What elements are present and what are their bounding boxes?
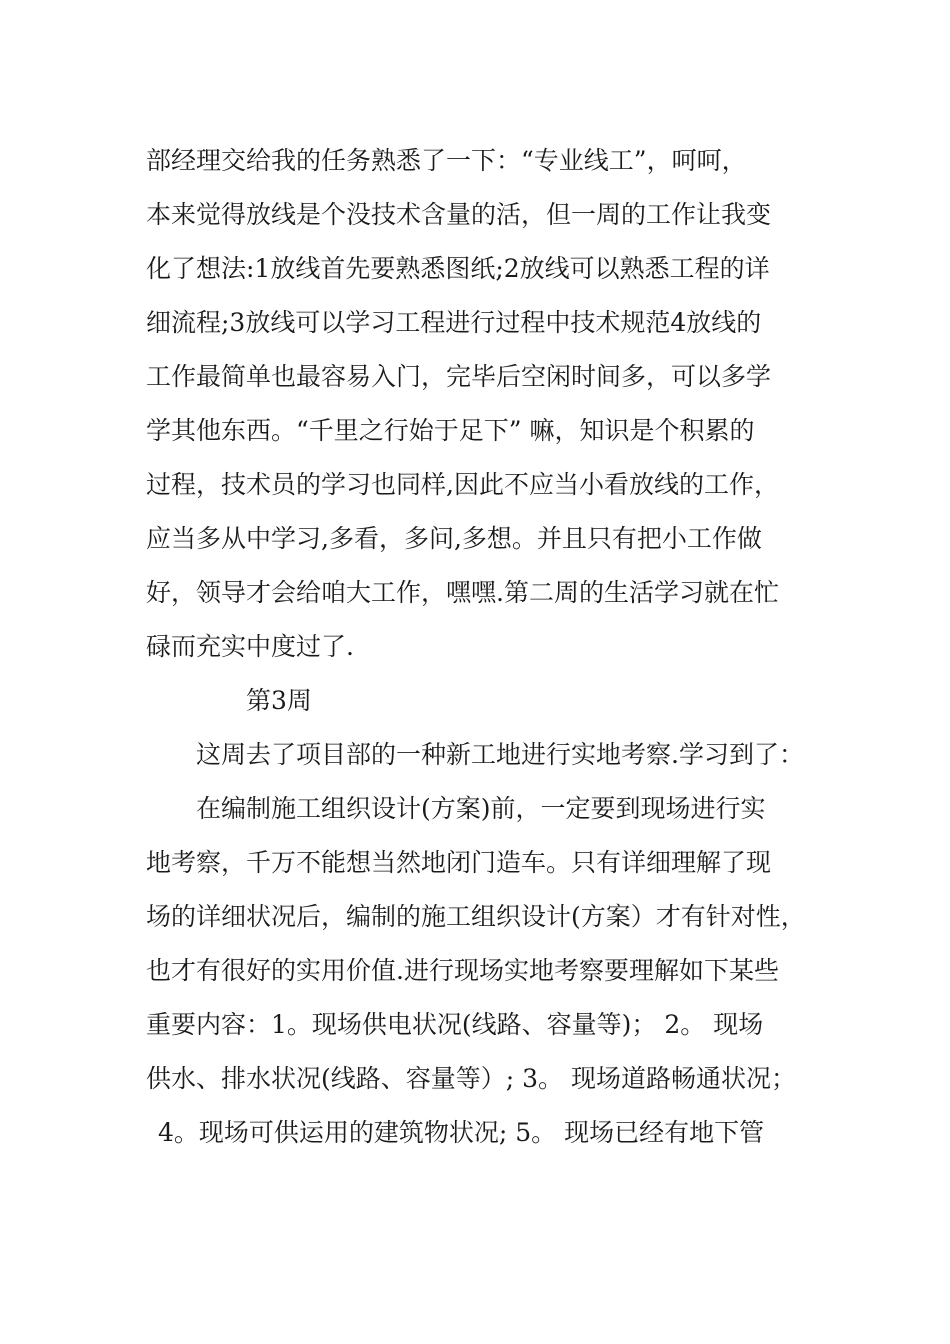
- text-line: 4。现场可供运用的建筑物状况; 5。 现场已经有地下管: [158, 1118, 765, 1147]
- text-line: 也才有很好的实用价值.进行现场实地考察要理解如下某些: [146, 956, 779, 985]
- text-line: 供水、排水状况(线路、容量等）; 3。 现场道路畅通状况；: [146, 1064, 796, 1093]
- text-line: 化了想法:1放线首先要熟悉图纸;2放线可以熟悉工程的详: [146, 254, 770, 283]
- text-line: 工作最简单也最容易入门，完毕后空闲时间多，可以多学: [146, 362, 772, 391]
- text-line: 场的详细状况后，编制的施工组织设计(方案）才有针对性，: [146, 902, 806, 931]
- text-line: 应当多从中学习,多看，多问,多想。并且只有把小工作做: [146, 524, 762, 553]
- text-line: 好，领导才会给咱大工作，嘿嘿.第二周的生活学习就在忙: [146, 578, 779, 607]
- text-line: 细流程;3放线可以学习工程进行过程中技术规范4放线的: [146, 308, 762, 337]
- document-body: [146, 134, 826, 1160]
- text-line: 部经理交给我的任务熟悉了一下：“专业线工”，呵呵，: [146, 146, 747, 175]
- text-line: 本来觉得放线是个没技术含量的活，但一周的工作让我变: [146, 200, 772, 229]
- text-line: 过程，技术员的学习也同样,因此不应当小看放线的工作，: [146, 470, 779, 499]
- text-line: 这周去了项目部的一种新工地进行实地考察.学习到了：: [196, 740, 804, 769]
- text-line: 地考察，千万不能想当然地闭门造车。只有详细理解了现: [146, 848, 772, 877]
- text-line: 在编制施工组织设计(方案)前，一定要到现场进行实: [196, 794, 766, 823]
- text-line: 重要内容：1。现场供电状况(线路、容量等)； 2。 现场: [146, 1010, 764, 1039]
- text-line: 碌而充实中度过了.: [146, 632, 354, 661]
- section-heading: 第3周: [246, 686, 312, 715]
- text-line: 学其他东西。“千里之行始于足下” 嘛，知识是个积累的: [146, 416, 755, 445]
